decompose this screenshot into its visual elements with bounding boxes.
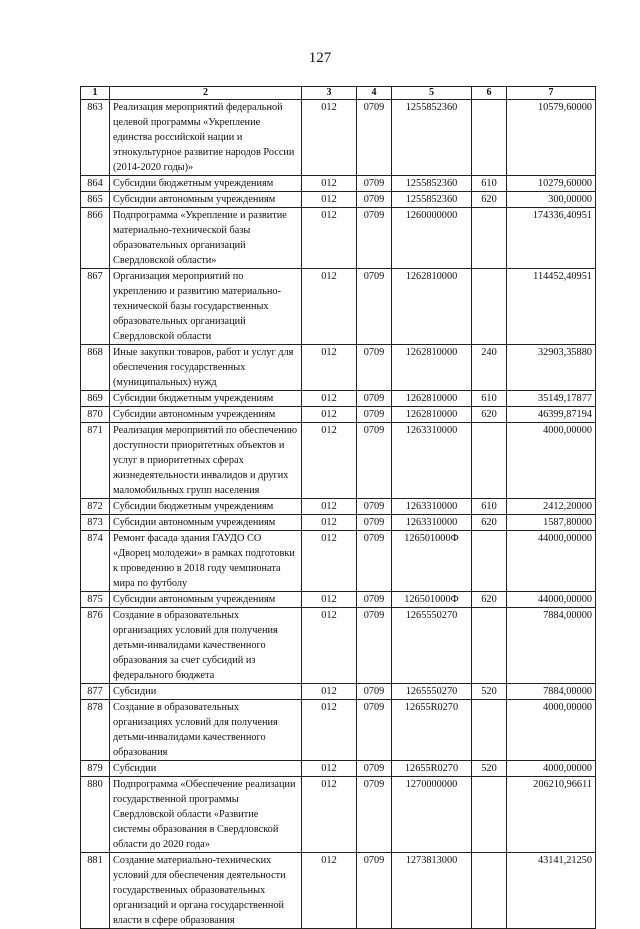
row-code-3: 012	[302, 853, 357, 929]
column-header: 3	[302, 87, 357, 100]
row-code-4: 0709	[357, 531, 392, 592]
row-code-6: 620	[472, 515, 507, 531]
row-code-5: 12655R0270	[392, 761, 472, 777]
table-row	[81, 345, 596, 391]
row-code-4: 0709	[357, 700, 392, 761]
row-name: Субсидии бюджетным учреждениям	[110, 391, 302, 407]
column-header: 5	[392, 87, 472, 100]
row-code-5: 1265550270	[392, 608, 472, 684]
row-code-3: 012	[302, 515, 357, 531]
row-code-4: 0709	[357, 192, 392, 208]
row-amount: 10579,60000	[507, 100, 596, 176]
row-number: 872	[81, 499, 110, 515]
row-code-4: 0709	[357, 345, 392, 391]
row-name: Субсидии	[110, 761, 302, 777]
row-code-5: 1270000000	[392, 777, 472, 853]
row-name: Реализация мероприятий по обеспечению доступности приоритетных объектов и услуг в приоритетных сферах жизнедеятельности инвалидов и других маломобильных групп населения	[110, 423, 302, 499]
row-code-3: 012	[302, 608, 357, 684]
row-code-5: 1262810000	[392, 345, 472, 391]
column-header: 6	[472, 87, 507, 100]
row-name: Субсидии бюджетным учреждениям	[110, 499, 302, 515]
row-name: Субсидии	[110, 684, 302, 700]
table-row	[81, 684, 596, 700]
row-code-3: 012	[302, 684, 357, 700]
row-number: 868	[81, 345, 110, 391]
table-row	[81, 407, 596, 423]
row-code-5: 1263310000	[392, 499, 472, 515]
row-amount: 44000,00000	[507, 592, 596, 608]
row-code-6	[472, 777, 507, 853]
row-number: 873	[81, 515, 110, 531]
column-header: 7	[507, 87, 596, 100]
row-code-6: 610	[472, 499, 507, 515]
table-row	[81, 608, 596, 684]
table-row	[81, 853, 596, 929]
row-code-4: 0709	[357, 391, 392, 407]
row-amount: 206210,96611	[507, 777, 596, 853]
row-amount: 43141,21250	[507, 853, 596, 929]
table-row	[81, 499, 596, 515]
row-name: Создание материально-технических условий для обеспечения деятельности государственных образовательных организаций и органа государственной власти в сфере образования	[110, 853, 302, 929]
row-code-5: 1263310000	[392, 515, 472, 531]
row-code-4: 0709	[357, 208, 392, 269]
row-code-6: 620	[472, 407, 507, 423]
row-code-3: 012	[302, 777, 357, 853]
row-code-6	[472, 100, 507, 176]
row-code-4: 0709	[357, 515, 392, 531]
row-code-3: 012	[302, 423, 357, 499]
row-code-3: 012	[302, 499, 357, 515]
row-code-5: 1265550270	[392, 684, 472, 700]
row-name: Реализация мероприятий федеральной целевой программы «Укрепление единства российской нации и этнокультурное развитие народов России (2014-2020 годы)»	[110, 100, 302, 176]
row-number: 874	[81, 531, 110, 592]
table-row	[81, 761, 596, 777]
row-code-6: 520	[472, 684, 507, 700]
row-code-3: 012	[302, 391, 357, 407]
row-code-6: 520	[472, 761, 507, 777]
row-code-3: 012	[302, 192, 357, 208]
table-row	[81, 531, 596, 592]
row-code-5: 1255852360	[392, 176, 472, 192]
row-number: 867	[81, 269, 110, 345]
row-amount: 4000,00000	[507, 700, 596, 761]
table-row	[81, 269, 596, 345]
row-amount: 114452,40951	[507, 269, 596, 345]
table-row	[81, 208, 596, 269]
row-code-5: 1260000000	[392, 208, 472, 269]
table-row	[81, 592, 596, 608]
column-header: 2	[110, 87, 302, 100]
row-code-3: 012	[302, 531, 357, 592]
row-code-6: 610	[472, 391, 507, 407]
row-amount: 4000,00000	[507, 423, 596, 499]
row-amount: 46399,87194	[507, 407, 596, 423]
row-code-5: 12655R0270	[392, 700, 472, 761]
row-number: 876	[81, 608, 110, 684]
row-code-6	[472, 700, 507, 761]
row-code-3: 012	[302, 100, 357, 176]
row-code-5: 1255852360	[392, 192, 472, 208]
row-name: Подпрограмма «Укрепление и развитие материально-технической базы образовательных организаций Свердловской области»	[110, 208, 302, 269]
row-amount: 35149,17877	[507, 391, 596, 407]
row-name: Создание в образовательных организациях условий для получения детьми-инвалидами качественного образования	[110, 700, 302, 761]
row-code-4: 0709	[357, 407, 392, 423]
row-number: 870	[81, 407, 110, 423]
page-number: 127	[308, 50, 332, 66]
row-code-3: 012	[302, 592, 357, 608]
row-code-3: 012	[302, 269, 357, 345]
row-number: 864	[81, 176, 110, 192]
row-name: Субсидии автономным учреждениям	[110, 407, 302, 423]
row-number: 869	[81, 391, 110, 407]
row-number: 877	[81, 684, 110, 700]
table-row	[81, 777, 596, 853]
row-name: Ремонт фасада здания ГАУДО СО «Дворец молодежи» в рамках подготовки к проведению в 2018 году чемпионата мира по футболу	[110, 531, 302, 592]
row-code-5: 1255852360	[392, 100, 472, 176]
column-header: 4	[357, 87, 392, 100]
row-name: Организация мероприятий по укреплению и развитию материально-технической базы государственных образовательных организаций Свердловской области	[110, 269, 302, 345]
row-number: 865	[81, 192, 110, 208]
row-code-4: 0709	[357, 176, 392, 192]
row-code-5: 1262810000	[392, 269, 472, 345]
row-name: Подпрограмма «Обеспечение реализации государственной программы Свердловской области «Развитие системы образования в Свердловской области до 2020 года»	[110, 777, 302, 853]
row-code-4: 0709	[357, 499, 392, 515]
row-code-6	[472, 269, 507, 345]
column-header: 1	[81, 87, 110, 100]
row-code-3: 012	[302, 700, 357, 761]
row-number: 878	[81, 700, 110, 761]
row-code-6	[472, 608, 507, 684]
row-number: 866	[81, 208, 110, 269]
row-number: 881	[81, 853, 110, 929]
row-code-3: 012	[302, 407, 357, 423]
row-code-4: 0709	[357, 100, 392, 176]
row-code-4: 0709	[357, 684, 392, 700]
row-code-5: 1273813000	[392, 853, 472, 929]
row-code-6	[472, 531, 507, 592]
row-amount: 10279,60000	[507, 176, 596, 192]
row-code-3: 012	[302, 176, 357, 192]
row-amount: 1587,80000	[507, 515, 596, 531]
row-code-6: 240	[472, 345, 507, 391]
row-code-4: 0709	[357, 423, 392, 499]
row-name: Субсидии автономным учреждениям	[110, 592, 302, 608]
row-code-3: 012	[302, 761, 357, 777]
row-number: 871	[81, 423, 110, 499]
row-number: 880	[81, 777, 110, 853]
row-code-5: 126501000Ф	[392, 531, 472, 592]
table-header-row	[81, 87, 596, 100]
row-code-5: 1262810000	[392, 407, 472, 423]
table-body	[81, 100, 596, 929]
row-code-4: 0709	[357, 592, 392, 608]
row-amount: 174336,40951	[507, 208, 596, 269]
row-code-3: 012	[302, 345, 357, 391]
table-row	[81, 176, 596, 192]
row-code-4: 0709	[357, 853, 392, 929]
row-code-6	[472, 853, 507, 929]
row-code-6	[472, 423, 507, 499]
table-row	[81, 391, 596, 407]
row-code-4: 0709	[357, 761, 392, 777]
row-number: 879	[81, 761, 110, 777]
row-name: Иные закупки товаров, работ и услуг для обеспечения государственных (муниципальных) нужд	[110, 345, 302, 391]
row-code-4: 0709	[357, 608, 392, 684]
row-amount: 44000,00000	[507, 531, 596, 592]
row-amount: 300,00000	[507, 192, 596, 208]
table-row	[81, 192, 596, 208]
row-number: 863	[81, 100, 110, 176]
row-name: Создание в образовательных организациях условий для получения детьми-инвалидами качественного образования за счет субсидий из федерального бюджета	[110, 608, 302, 684]
row-name: Субсидии автономным учреждениям	[110, 192, 302, 208]
table-row	[81, 515, 596, 531]
row-name: Субсидии автономным учреждениям	[110, 515, 302, 531]
row-amount: 32903,35880	[507, 345, 596, 391]
row-code-6	[472, 208, 507, 269]
table-row	[81, 423, 596, 499]
row-amount: 7884,00000	[507, 684, 596, 700]
row-amount: 2412,20000	[507, 499, 596, 515]
row-amount: 4000,00000	[507, 761, 596, 777]
budget-table	[80, 86, 596, 929]
row-code-6: 620	[472, 192, 507, 208]
row-amount: 7884,00000	[507, 608, 596, 684]
row-code-6: 610	[472, 176, 507, 192]
row-name: Субсидии бюджетным учреждениям	[110, 176, 302, 192]
row-code-5: 1262810000	[392, 391, 472, 407]
row-code-4: 0709	[357, 777, 392, 853]
row-code-5: 1263310000	[392, 423, 472, 499]
row-code-5: 126501000Ф	[392, 592, 472, 608]
row-number: 875	[81, 592, 110, 608]
row-code-6: 620	[472, 592, 507, 608]
row-code-3: 012	[302, 208, 357, 269]
row-code-4: 0709	[357, 269, 392, 345]
table-row	[81, 700, 596, 761]
table-row	[81, 100, 596, 176]
